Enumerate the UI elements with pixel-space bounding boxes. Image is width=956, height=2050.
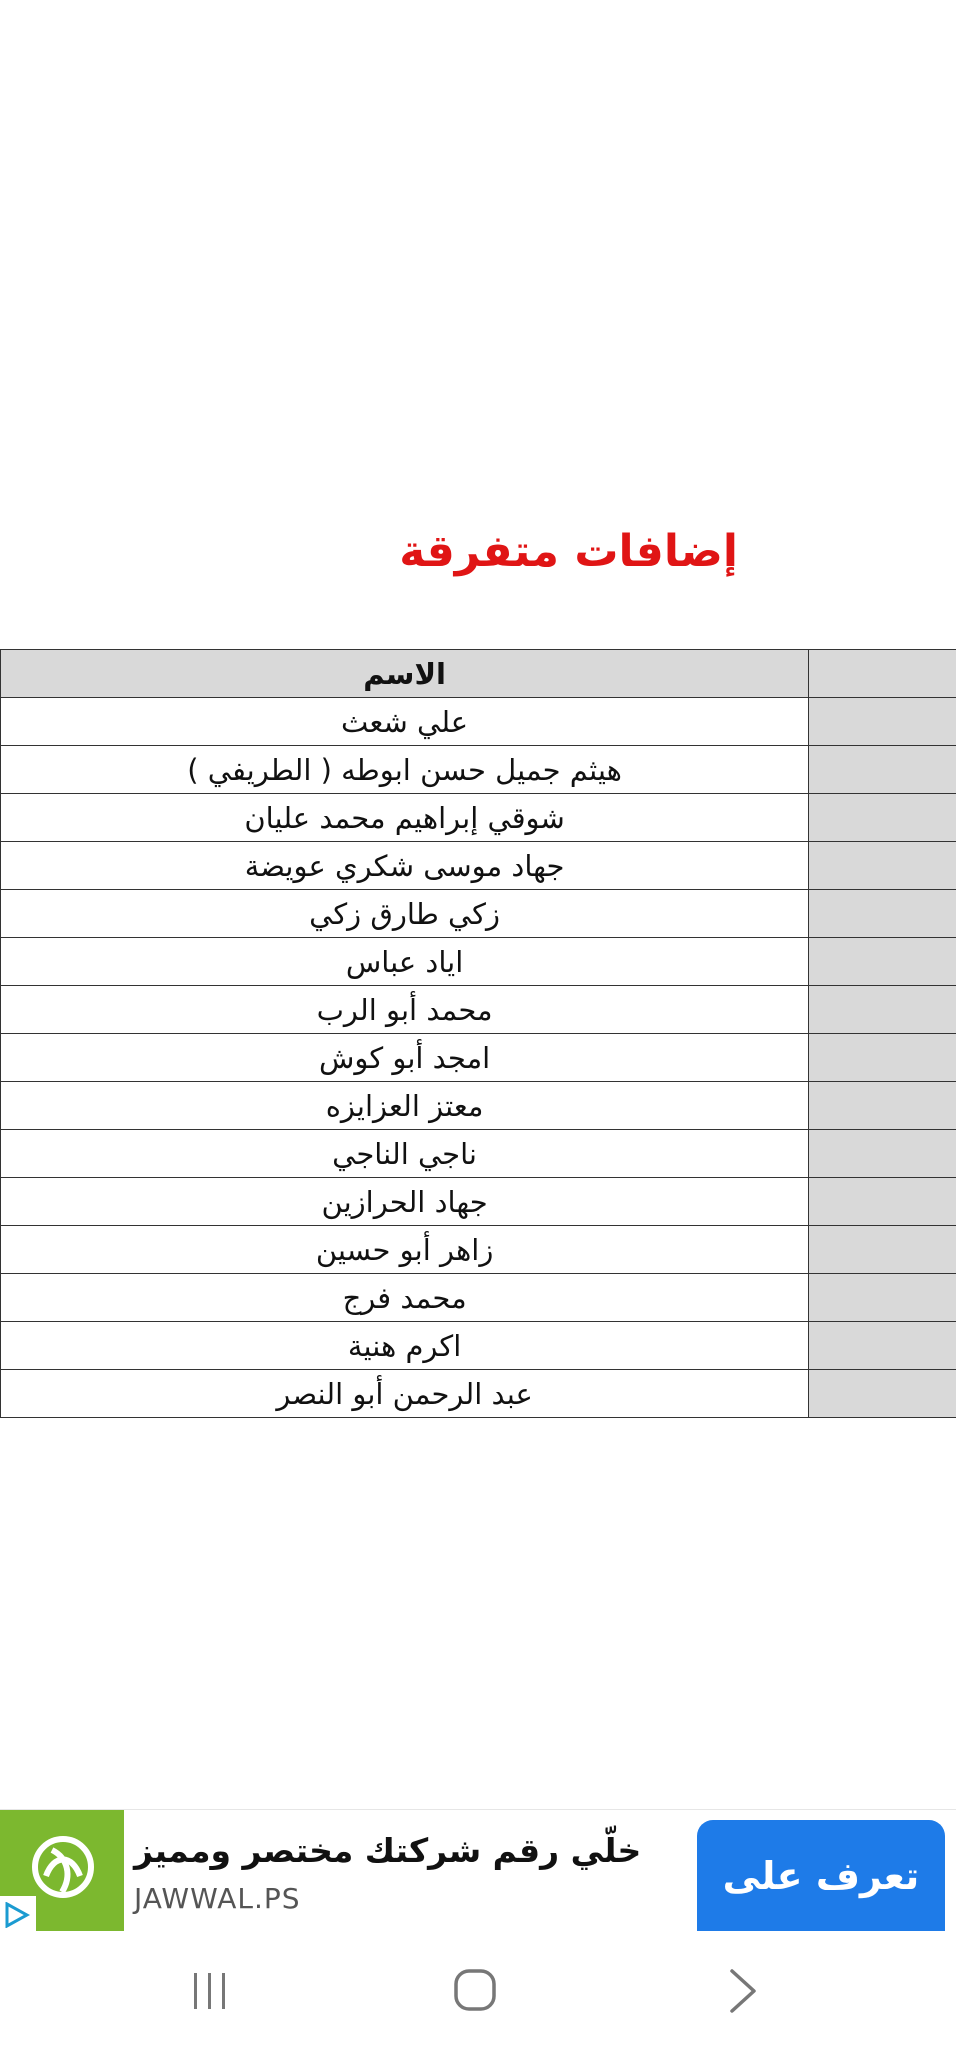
- recent-apps-icon: [180, 1965, 240, 2017]
- side-cell: [809, 1178, 956, 1226]
- name-cell: معتز العزايزه: [1, 1082, 809, 1130]
- ad-title[interactable]: خلّي رقم شركتك مختصر ومميز: [134, 1831, 642, 1870]
- side-cell: [809, 1034, 956, 1082]
- back-icon: [716, 1965, 776, 2017]
- name-cell: علي شعث: [1, 698, 809, 746]
- ad-text-block[interactable]: [134, 1830, 641, 1915]
- table-row: [1, 794, 956, 842]
- side-cell: [809, 890, 956, 938]
- table-row: [1, 1226, 956, 1274]
- ad-choices-badge[interactable]: [0, 1896, 36, 1932]
- table-row: [1, 698, 956, 746]
- name-cell: زاهر أبو حسين: [1, 1226, 809, 1274]
- side-cell: [809, 1226, 956, 1274]
- name-cell: محمد فرج: [1, 1274, 809, 1322]
- ad-banner[interactable]: [0, 1809, 956, 1932]
- side-cell: [809, 1322, 956, 1370]
- side-cell: [809, 1370, 956, 1418]
- name-cell: هيثم جميل حسن ابوطه ( الطريفي ): [1, 746, 809, 794]
- table-row: [1, 938, 956, 986]
- table-header-side-cell: [809, 650, 956, 698]
- name-cell: شوقي إبراهيم محمد عليان: [1, 794, 809, 842]
- ad-logo[interactable]: [0, 1810, 124, 1932]
- name-cell: ناجي الناجي: [1, 1130, 809, 1178]
- side-cell: [809, 746, 956, 794]
- table-row: [1, 1274, 956, 1322]
- name-cell: اكرم هنية: [1, 1322, 809, 1370]
- table-row: [1, 986, 956, 1034]
- table-header-name: الاسم: [1, 650, 809, 698]
- name-cell: جهاد موسى شكري عويضة: [1, 842, 809, 890]
- ad-choices-icon: [4, 1902, 30, 1928]
- side-cell: [809, 698, 956, 746]
- home-icon: [446, 1965, 506, 2017]
- name-cell: اياد عباس: [1, 938, 809, 986]
- side-cell: [809, 1130, 956, 1178]
- home-button[interactable]: [446, 1965, 506, 2017]
- table-row: [1, 1082, 956, 1130]
- system-navigation-bar: [0, 1931, 956, 2050]
- side-cell: [809, 842, 956, 890]
- name-cell: جهاد الحرازين: [1, 1178, 809, 1226]
- jawwal-logo-icon: [32, 1836, 94, 1898]
- side-cell: [809, 938, 956, 986]
- name-cell: زكي طارق زكي: [1, 890, 809, 938]
- recent-apps-button[interactable]: [180, 1965, 240, 2017]
- back-button[interactable]: [716, 1965, 776, 2017]
- name-cell: امجد أبو كوش: [1, 1034, 809, 1082]
- ad-domain[interactable]: JAWWAL.PS: [134, 1882, 301, 1915]
- name-cell: محمد أبو الرب: [1, 986, 809, 1034]
- table-row: [1, 1034, 956, 1082]
- names-table: [0, 649, 956, 1418]
- table-row: [1, 746, 956, 794]
- table-row: [1, 1178, 956, 1226]
- table-row: [1, 890, 956, 938]
- side-cell: [809, 986, 956, 1034]
- ad-cta-button[interactable]: تعرف على: [697, 1820, 945, 1932]
- name-cell: عبد الرحمن أبو النصر: [1, 1370, 809, 1418]
- side-cell: [809, 1082, 956, 1130]
- table-header-row: [1, 650, 956, 698]
- table-row: [1, 1370, 956, 1418]
- side-cell: [809, 794, 956, 842]
- table-row: [1, 1130, 956, 1178]
- table-row: [1, 842, 956, 890]
- side-cell: [809, 1274, 956, 1322]
- document-heading: إضافات متفرقة: [399, 526, 738, 577]
- table-row: [1, 1322, 956, 1370]
